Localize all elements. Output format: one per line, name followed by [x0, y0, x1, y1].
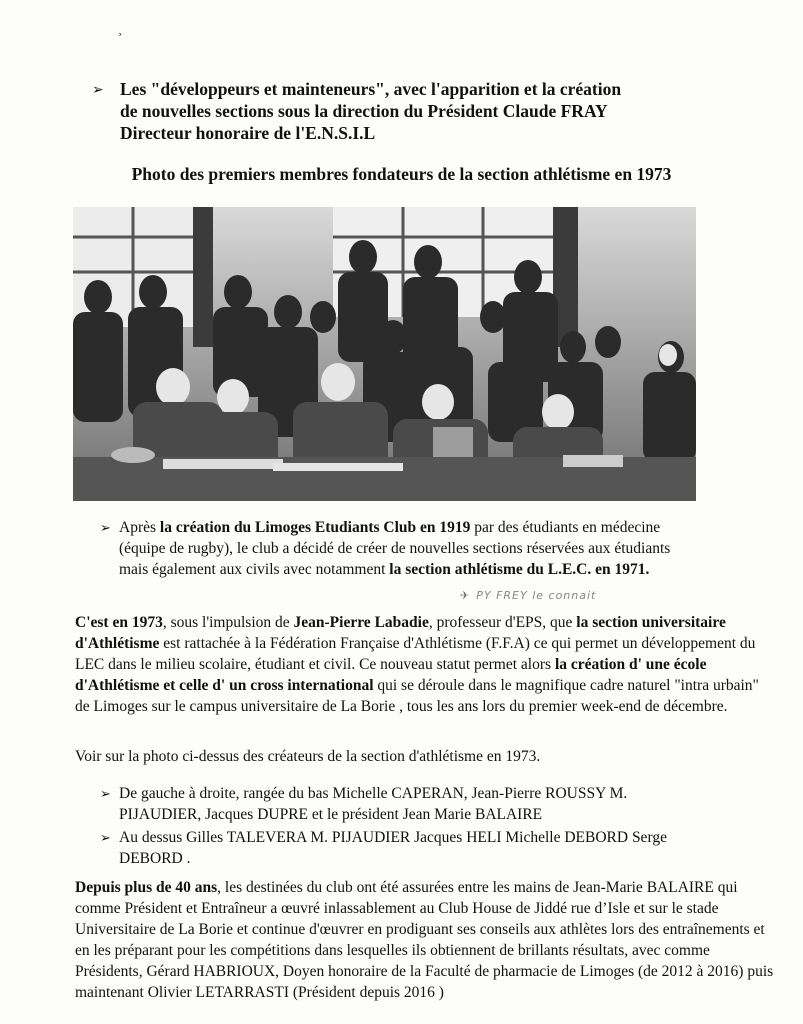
arrow-bullet-icon: ➢	[100, 521, 111, 536]
intro-text: Après la création du Limoges Etudiants Club en 1919 par des étudiants en médecine (équipe de rugby), le club a décidé de créer de nouvelles sections réservées aux étudiants mais également aux civils avec notamment la section athlétisme du L.E.C. en 1971.	[119, 519, 671, 578]
heading-line-1: Les "développeurs et mainteneurs", avec l'apparition et la création	[120, 79, 622, 99]
paper-plane-mark-icon: ✈	[460, 589, 471, 602]
heading-line-2: de nouvelles sections sous la direction du Président Claude FRAY	[120, 101, 608, 121]
group-photo-image	[73, 207, 696, 501]
intro-bullet	[100, 517, 700, 580]
list-item: ➢ Au dessus Gilles TALEVERA M. PIJAUDIER Jacques HELI Michelle DEBORD Serge DEBORD .	[100, 829, 667, 867]
photo-caption: Photo des premiers membres fondateurs de la section athlétisme en 1973	[131, 164, 672, 184]
arrow-bullet-icon: ➢	[92, 82, 104, 98]
section-heading	[92, 78, 732, 144]
arrow-bullet-icon: ➢	[100, 831, 111, 846]
paragraph-40-years: Depuis plus de 40 ans, les destinées du club ont été assurées entre les mains de Jean-Marie BALAIRE qui comme Président et Entraîneur a œuvré inlassablement au Club House de Jiddé rue d’Isle et sur le stade Universitaire de La Borie et continue d'œuvrer en prodiguant ses conseils aux athlètes lors des entraînements et en les préparant pour les compétitions dans lesquelles ils obtiennent de brillants résultats, avec comme Présidents, Gérard HABRIOUX, Doyen honoraire de la Faculté de pharmacie de Limoges (de 2012 à 2016) puis maintenant Olivier LETARRASTI (Président depuis 2016 )	[75, 879, 774, 1001]
list-item: ➢ De gauche à droite, rangée du bas Michelle CAPERAN, Jean-Pierre ROUSSY M. PIJAUDIER, Jacques DUPRE et le président Jean Marie BALAIRE	[100, 785, 628, 823]
arrow-bullet-icon: ➢	[100, 787, 111, 802]
paragraph-1973: C'est en 1973, sous l'impulsion de Jean-Pierre Labadie, professeur d'EPS, que la section universitaire d'Athlétisme est rattachée à la Fédération Française d'Athlétisme (F.F.A) ce qui permet un développement du LEC dans le milieu scolaire, étudiant et civil. Ce nouveau statut permet alors la création d' une école d'Athlétisme et celle d' un cross international qui se déroule dans le magnifique cadre naturel "intra urbain" de Limoges sur le campus universitaire de La Borie , tous les ans lors du premier week-end de décembre.	[75, 614, 759, 715]
stray-mark: ¸	[118, 22, 122, 36]
paragraph-photo-reference: Voir sur la photo ci-dessus des créateurs de la section d'athlétisme en 1973.	[75, 748, 541, 765]
group-photo	[73, 207, 696, 501]
handwritten-annotation: ✈ PY FREY le connait	[460, 589, 597, 602]
people-list	[100, 783, 700, 871]
heading-line-3: Directeur honoraire de l'E.N.S.I.L	[120, 123, 376, 143]
